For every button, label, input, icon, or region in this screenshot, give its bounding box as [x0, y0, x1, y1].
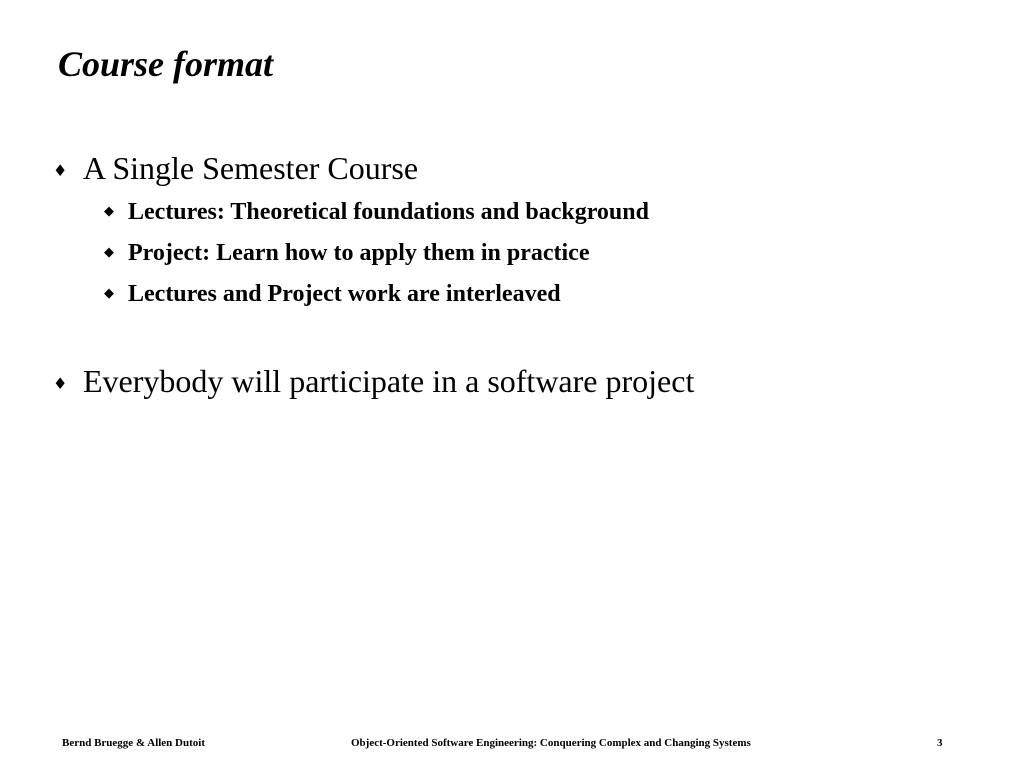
subbullet-item [104, 197, 649, 231]
diamond-bullet-icon: ◆ [104, 286, 114, 301]
bullet-text: Everybody will participate in a software project [83, 363, 695, 399]
footer-book-title: Object-Oriented Software Engineering: Conquering Complex and Changing Systems [351, 737, 751, 749]
subbullet-text: Lectures and Project work are interleaved [128, 281, 561, 307]
bullet-text: A Single Semester Course [83, 150, 419, 186]
subbullet-text: Project: Learn how to apply them in practice [128, 240, 590, 266]
subbullet-text: Lectures: Theoretical foundations and background [128, 199, 649, 225]
diamond-bullet-icon: ◆ [104, 245, 114, 260]
bullet-item [53, 361, 694, 407]
subbullet-item [104, 279, 561, 313]
footer-authors: Bernd Bruegge & Allen Dutoit [62, 737, 205, 749]
subbullet-item [104, 238, 589, 272]
diamond-bullet-icon: ♦ [53, 374, 68, 393]
diamond-bullet-icon: ◆ [104, 204, 114, 219]
slide-title: Course format [58, 44, 274, 84]
bullet-item [53, 148, 418, 194]
footer-page-number: 3 [937, 737, 943, 749]
diamond-bullet-icon: ♦ [53, 161, 68, 180]
